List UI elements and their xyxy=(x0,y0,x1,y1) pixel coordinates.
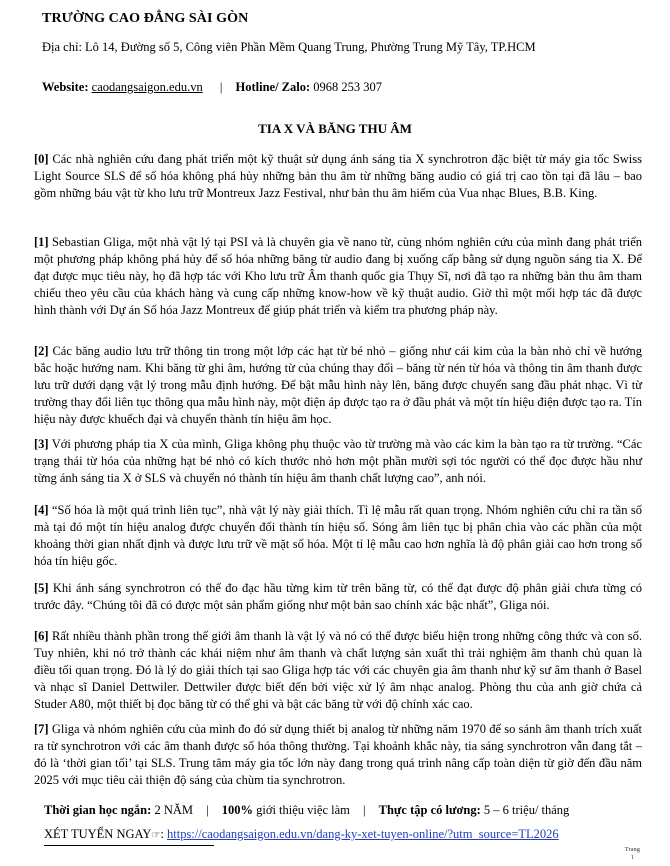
website-link[interactable]: caodangsaigon.edu.vn xyxy=(91,80,203,94)
paragraph-text: Các nhà nghiên cứu đang phát triển một kỹ thuật sử dụng ánh sáng tia X synchrotron đặc biệt từ máy gia tốc Swiss Light Source SLS để số hóa không phá hủy những bản thu âm từ những băng audio có giá trị cao tồn tại đã lâu – bao gồm những báu vật từ kho lưu trữ Montreux Jazz Festival, như bản thu âm hiếm của Vua nhạc Blues, B.B. King. xyxy=(34,152,643,200)
paragraph-tag: [2] xyxy=(34,344,49,358)
paragraph-text: Sebastian Gliga, một nhà vật lý tại PSI và là chuyên gia về nano từ, cùng nhóm nghiên cứu của mình đang phát triển một phương pháp không phá hủy để số hóa những băng từ audio đang bị xuống cấp bằng sử dụng nguồn sáng tia X. Để đạt được mục tiêu này, họ đã hợp tác với Kho lưu trữ Âm thanh quốc gia Thụy Sĩ, nơi đã tạo ra những bản thu âm tham chiếu theo yêu cầu của khách hàng và cung cấp những know-how về kỹ thuật audio. Giờ thì một mối hợp tác đã được hình thành với Dự án Số hóa Jazz Montreux để giúp phát triển và kiểm tra phương pháp này. xyxy=(34,235,643,317)
employment-value: giới thiệu việc làm xyxy=(256,803,350,817)
page-word: Trang xyxy=(624,846,640,853)
article-paragraph xyxy=(34,234,642,319)
website-label: Website: xyxy=(42,80,89,94)
article-paragraph xyxy=(34,151,642,202)
duration-value: 2 NĂM xyxy=(154,803,193,817)
contact-separator: | xyxy=(219,80,223,94)
paragraph-text: “Số hóa là một quá trình liên tục”, nhà vật lý này giải thích. Tỉ lệ mẫu rất quan trọng. Nhóm nghiên cứu chỉ ra tần số mà tại đó một tín hiệu analog được chuyển đổi thành tín hiệu số. Sóng âm liên tục bị phân chia vào các phần của một khoảng thời gian nhất định và được lưu trữ về mặt số hóa. Một tỉ lệ mẫu cao hơn nghĩa là độ phân giải cao hơn trong số hóa tín hiệu gốc. xyxy=(34,503,642,568)
enroll-label: XÉT TUYỂN NGAY xyxy=(44,827,152,841)
article-paragraph xyxy=(34,436,642,487)
page-number: 1 xyxy=(630,854,634,861)
pointing-hand-icon: ☞ xyxy=(151,830,161,841)
paragraph-tag: [6] xyxy=(34,629,49,643)
paragraph-tag: [4] xyxy=(34,503,49,517)
article-paragraph xyxy=(34,721,642,789)
contact-line xyxy=(42,80,382,95)
info-separator: | xyxy=(363,803,366,817)
article-paragraph xyxy=(34,580,642,614)
paragraph-text: Các băng audio lưu trữ thông tin trong một lớp các hạt từ bé nhỏ – giống như cái kim của la bàn nhỏ chỉ về hướng bắc hoặc hướng nam. Khi băng từ ghi âm, hướng từ của chúng thay đổi – băng từ nén từ hóa và thông tin âm thanh được lưu trữ dưới dạng vật lý trong mẫu định hướng. Để bật mẫu hình này lên, băng được chuyển sang đầu phát nhạc. Vì từ trường thay đổi liên tục thông qua mẫu hình này, một điện áp được tạo ra ở đầu phát và một tín hiệu điện được tạo ra. Tín hiệu này được khuếch đại và chuyển thành tín hiệu âm học. xyxy=(34,344,642,426)
article-paragraph xyxy=(34,343,642,428)
article-paragraph xyxy=(34,502,642,570)
paragraph-tag: [3] xyxy=(34,437,49,451)
internship-label: Thực tập có lương: xyxy=(378,803,481,817)
paragraph-tag: [1] xyxy=(34,235,49,249)
paragraph-text: Khi ánh sáng synchrotron có thể đo đạc hầu từng kim từ trên băng từ, có thể đạt được độ phân giải chưa từng có trước đây. “Chúng tôi đã có được một sản phẩm giống như một bản sao chính xác bậc nhất”, Gliga nói. xyxy=(34,581,642,612)
paragraph-text: Với phương pháp tia X của mình, Gliga không phụ thuộc vào từ trường mà vào các kim la bàn tạo ra từ trường. “Các trạng thái từ hóa của những hạt bé nhỏ có kích thước nhỏ hơn một phần mười sợi tóc người có thể đọc được hầu như từng ánh sáng tia X ở SLS và chuyển nó thành tín hiệu âm thanh chất lượng cao”, anh nói. xyxy=(34,437,642,485)
duration-label: Thời gian học ngắn: xyxy=(44,803,152,817)
school-name: TRƯỜNG CAO ĐẲNG SÀI GÒN xyxy=(42,11,249,26)
enroll-label-underline xyxy=(44,845,214,846)
article-paragraph xyxy=(34,628,642,713)
hotline-label: Hotline/ Zalo: xyxy=(235,80,311,94)
paragraph-text: Rất nhiều thành phần trong thế giới âm thanh là vật lý và nó có thể được biểu hiện trong những công thức và con số. Tuy nhiên, khi nó trở thành các khái niệm như âm thanh và chất lượng sản xuất thì trải nghiệm âm thanh chủ quan là điều tối quan trọng. Đó là lý do giải thích tại sao Gliga hợp tác với các chuyên gia âm thanh như kỹ sư âm thanh ở Basel và nhạc sĩ Daniel Dettwiler. Dettwiler được biết đến bởi việc xử lý âm nhạc analog. Phòng thu của anh giờ chứa cả Studer A80, một thiết bị đọc băng từ có thể ghi và bật các băng từ với độ chính xác cao. xyxy=(34,629,643,711)
article-title: TIA X VÀ BĂNG THU ÂM xyxy=(258,121,412,136)
info-separator: | xyxy=(206,803,209,817)
internship-value: 5 – 6 triệu/ tháng xyxy=(483,803,570,817)
program-info xyxy=(44,803,569,818)
employment-label: 100% xyxy=(221,803,253,817)
enroll-line: XÉT TUYỂN NGAY☞: https://caodangsaigon.edu.vn/dang-ky-xet-tuyen-online/?utm_source=TL2026 xyxy=(44,827,559,841)
enroll-link[interactable]: https://caodangsaigon.edu.vn/dang-ky-xet-tuyen-online/?utm_source=TL2026 xyxy=(167,827,559,841)
paragraph-text: Gliga và nhóm nghiên cứu của mình đo đó sử dụng thiết bị analog từ những năm 1970 để so sánh âm thanh trích xuất ra từ synchrotron với các âm thanh được số hóa thông thường. Tại khoảnh khắc này, tia sáng synchrotron vẫn đang tắt – đó là ‘thời gian tối’ tại SLS. Trung tâm máy gia tốc lớn này đang trong quá trình nâng cấp toàn diện từ giờ đến đầu năm 2025 với mục tiêu cải thiện độ sáng của chùm tia synchrotron. xyxy=(34,722,643,787)
school-address: Địa chỉ: Lô 14, Đường số 5, Công viên Phần Mềm Quang Trung, Phường Trung Mỹ Tây, TP.HCM xyxy=(42,40,536,54)
paragraph-tag: [0] xyxy=(34,152,49,166)
paragraph-tag: [7] xyxy=(34,722,49,736)
page-number-label xyxy=(625,846,640,862)
paragraph-tag: [5] xyxy=(34,581,49,595)
hotline-number: 0968 253 307 xyxy=(313,80,383,94)
